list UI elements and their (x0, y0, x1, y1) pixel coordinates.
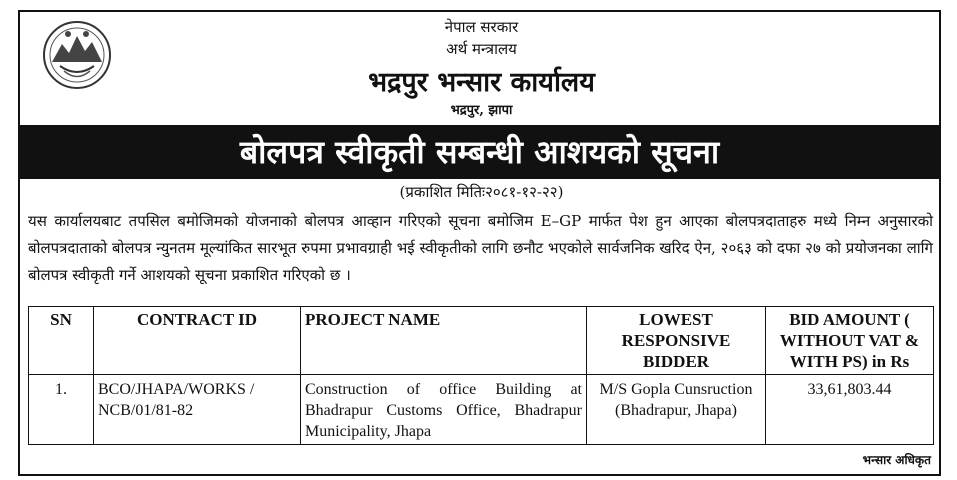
notice-body: यस कार्यालयबाट तपसिल बमोजिमको योजनाको बोलपत्र आव्हान गरिएको सूचना बमोजिम E–GP मार्फत पेश हुन आएका बोलपत्रदाताहरु मध्ये निम्न अनुसारको बोलपत्रदाताको बोलपत्र न्युनतम मूल्यांकित सारभूत रुपमा प्रभावग्राही भई स्वीकृतीको लागि छनौट भएकोले सार्वजनिक खरिद ऐन, २०६३ को दफा २७ को प्रयोजनका लागि बोलपत्र स्वीकृती गर्ने आशयको सूचना प्रकाशित गरिएको छ । (28, 212, 933, 284)
office-name: भद्रपुर भन्सार कार्यालय (368, 67, 595, 98)
signatory-title: भन्सार अधिकृत (862, 453, 931, 467)
header-project-name: PROJECT NAME (301, 307, 587, 375)
cell-bidder: M/S Gopla Cunsruction (Bhadrapur, Jhapa) (587, 375, 766, 445)
table-header-row (29, 307, 934, 375)
bid-table (28, 306, 934, 445)
notice-title-banner: बोलपत्र स्वीकृती सम्बन्धी आशयको सूचना (20, 125, 939, 179)
published-date: (प्रकाशित मितिः२०८१-१२-२२) (399, 183, 564, 201)
cell-sn: 1. (29, 375, 94, 445)
header-lowest-bidder: LOWEST RESPONSIVE BIDDER (587, 307, 766, 375)
government-name: नेपाल सरकार (444, 18, 519, 36)
cell-bid-amount: 33,61,803.44 (766, 375, 934, 445)
cell-contract-id: BCO/JHAPA/WORKS / NCB/01/81-82 (94, 375, 301, 445)
header-contract-id: CONTRACT ID (94, 307, 301, 375)
ministry-name: अर्थ मन्त्रालय (446, 40, 517, 58)
table-row (29, 375, 934, 445)
cell-project-name: Construction of office Building at Bhadrapur Customs Office, Bhadrapur Municipality, Jhapa (301, 375, 587, 445)
office-location: भद्रपुर, झापा (450, 103, 513, 118)
notice-frame (18, 10, 941, 476)
header-sn: SN (29, 307, 94, 375)
header-bid-amount: BID AMOUNT ( WITHOUT VAT & WITH PS) in Rs (766, 307, 934, 375)
